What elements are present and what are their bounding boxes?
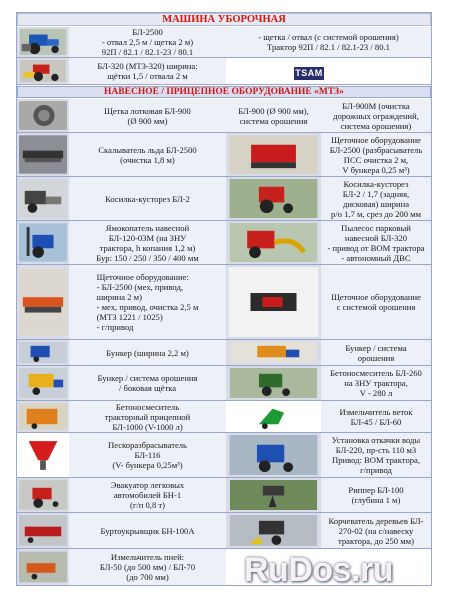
- mower-icon: [17, 177, 69, 220]
- brush-red-dark-icon: [226, 265, 321, 339]
- row-right-text: - щетка / отвал (с системой орошения) Трактор 92П / 82.1 / 82.1-23 / 80.1: [258, 32, 399, 52]
- table-row: [17, 366, 431, 401]
- row-left-text: Щеточное оборудование: - БЛ-2500 (мех, привод, ширина 2 м) - мех, привод, очистка 2,5 м (МТЗ 1221 / 1025) - г/привод: [96, 272, 199, 332]
- row-left-text: БЛ-320 (МТЗ-320) ширина: щётки 1,5 / отвала 2 м: [97, 61, 198, 81]
- row-left-text: Бункер / система орошения / боковая щётка: [97, 373, 198, 393]
- row-right-text: Измельчитель веток БЛ-45 / БЛ-60: [339, 406, 413, 427]
- stump-grinder-icon: [17, 549, 69, 585]
- row-right-text: Пылесос парковый навесной БЛ-320 - привод от ВОМ трактора - автономный ДВС: [327, 222, 425, 263]
- row-right-text: Косилка-кусторез БЛ-2 / 1,7 (задняя, дисковая) ширина р/о 1,7 м, срез до 200 мм: [330, 178, 422, 219]
- tractor-blue-icon: [17, 27, 69, 57]
- row-left-text: Ямокопатель навесной БЛ-120-03М (на ЗНУ трактора, h копания 1,2 м) Бур: 150 / 250 / 350 / 400 мм: [96, 222, 199, 263]
- table-row: [17, 478, 431, 513]
- table-row: [17, 177, 431, 221]
- tractor-red-icon: [17, 58, 69, 84]
- row-right-text: Бетоносмеситель БЛ-260 на ЗНУ трактора, V - 280 л: [330, 368, 422, 398]
- row-right-text: Риппер БЛ-100 (глубина 1 м): [348, 485, 404, 505]
- row-left-text: Скалыватель льда БЛ-2500 (очистка 1,8 м): [98, 144, 197, 165]
- row-right-text: Щеточное оборудование с системой орошения: [331, 292, 421, 312]
- stump-tractor-icon: [226, 513, 321, 548]
- page-title: МАШИНА УБОРОЧНАЯ: [17, 13, 431, 26]
- row-left-text: Эвакуатор легковых автомобилей БН-1 (г/п 0,8 т): [110, 480, 185, 510]
- row-left-text: Буртоукрывщик БН-100А: [100, 525, 195, 536]
- vacuum-red-icon: [226, 221, 321, 264]
- brush-gray-icon: [17, 99, 69, 132]
- ice-breaker-icon: [17, 133, 69, 176]
- row-left-text: Бетоносмеситель тракторный прицепной БЛ-1000 (V-1000 л): [104, 401, 191, 432]
- table-row: [17, 433, 431, 478]
- tractor-red-icon: [226, 177, 321, 220]
- row-left-text: БЛ-2500 - отвал 2,5 м / щетка 2 м) 92П / 82.1 / 82.1-23 / 80.1: [101, 27, 194, 57]
- row-right-text: Корчеватель деревьев БЛ- 270-02 (на с/навеску трактора, до 250 мм): [328, 515, 424, 546]
- table-row: [17, 27, 431, 58]
- watermark-text: RuDos.ru: [244, 551, 393, 589]
- row-left-text: Щетка лотковая БЛ-900 (Ø 900 мм): [104, 105, 191, 126]
- hopper-yellow-icon: [17, 366, 69, 400]
- row-left-text: Бункер (ширина 2,2 м): [106, 347, 189, 358]
- row-left-text: Косилка-кусторез БЛ-2: [105, 193, 190, 204]
- sander-red-icon: [226, 133, 321, 176]
- cover-red-icon: [17, 513, 69, 548]
- mixer-orange-icon: [17, 401, 69, 432]
- row-right-text: БЛ-900М (очистка дорожных ограждений, система орошения): [333, 100, 419, 131]
- ripper-icon: [226, 478, 321, 512]
- pump-tractor-icon: [226, 433, 321, 477]
- table-row: [17, 513, 431, 549]
- chipper-green-icon: [226, 401, 321, 432]
- table-row: [17, 401, 431, 433]
- section-title: НАВЕСНОЕ / ПРИЦЕПНОЕ ОБОРУДОВАНИЕ «МТЗ»: [17, 86, 431, 98]
- spreader-red-icon: [17, 433, 69, 477]
- brand-logo: TSAM: [295, 68, 323, 78]
- row-right-text: Бункер / система орошения: [345, 342, 407, 363]
- row-left-text: Пескоразбрасыватель БЛ-116 (V- бункера 0,25м³): [108, 440, 187, 470]
- table-row: [17, 99, 431, 133]
- row-left-text: Измельчитель пней: БЛ-50 (до 500 мм) / БЛ-70 (до 700 мм): [99, 552, 196, 582]
- brush-orange-icon: [17, 265, 69, 339]
- hopper-blue-icon: [17, 340, 69, 365]
- mixer-tractor-icon: [226, 366, 321, 400]
- row-right-text: Щеточное оборудование БЛ-2500 (разбрасыватель ПСС очистка 2 м, V бункера 0,25 м³): [329, 134, 423, 175]
- table-row: [17, 265, 431, 340]
- table-row: [17, 340, 431, 366]
- table-row: [17, 133, 431, 177]
- row-mid-text: БЛ-900 (Ø 900 мм), система орошения: [238, 105, 309, 126]
- hopper-orange-icon: [226, 340, 321, 365]
- table-row: [17, 58, 431, 85]
- tow-red-icon: [17, 478, 69, 512]
- table-row: [17, 221, 431, 265]
- row-right-text: Установка откачки воды БЛ-220, пр-сть 110 м3 Привод: ВОМ трактора, г/привод: [331, 435, 421, 475]
- auger-tractor-icon: [17, 221, 69, 264]
